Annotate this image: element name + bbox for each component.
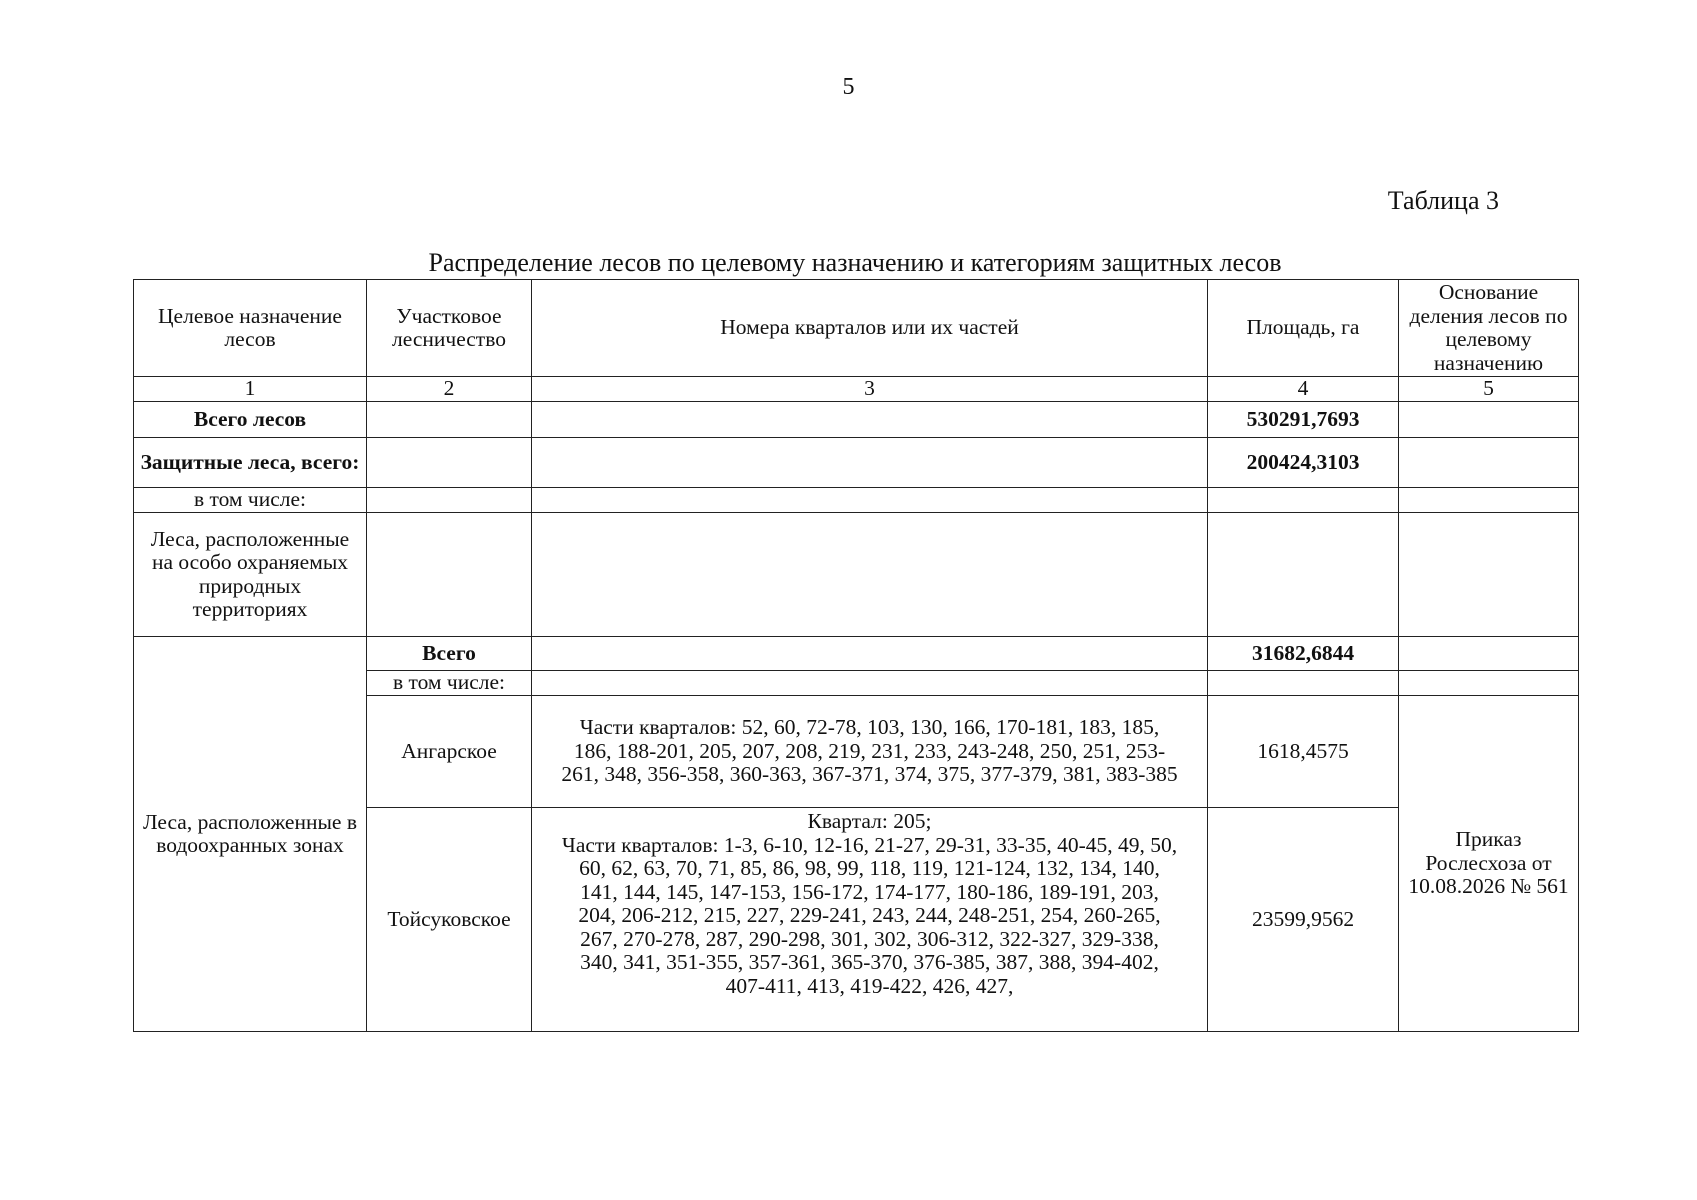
water-protection-label: Леса, расположенные в водоохранных зонах bbox=[134, 637, 367, 1032]
forest-distribution-table bbox=[133, 279, 1579, 1032]
total-forests-label: Всего лесов bbox=[134, 402, 367, 438]
header-quarters: Номера кварталов или их частей bbox=[532, 280, 1208, 377]
column-number: 3 bbox=[532, 377, 1208, 402]
forestry-quarters: Части кварталов: 1-3, 6-10, 12-16, 21-27, 29-31, 33-35, 40-45, 49, 50, 60, 62, 63, 70, 71, 85, 86, 98, 99, 118, 119, 121-124, 132, 134, 140, 141, 144, 145, 147-153, 156-172, 174-177, 180-186, 189-191, 203, 204, 206-212, 215, 227, 229-241, 243, 244, 248-251, 254, 260-265, 267, 270-278, 287, 290-298, 301, 302, 306-312, 322-327, 329-338, 340, 341, 351-355, 357-361, 365-370, 376-385, 387, 388, 394-402, 407-411, 413, 419-422, 426, 427, bbox=[561, 832, 1178, 998]
empty-cell bbox=[532, 637, 1208, 671]
table-row bbox=[134, 513, 1579, 637]
empty-cell bbox=[1399, 488, 1579, 513]
table-title: Распределение лесов по целевому назначению и категориям защитных лесов bbox=[428, 248, 1282, 277]
column-number-row bbox=[134, 377, 1579, 402]
empty-cell bbox=[1399, 513, 1579, 637]
column-number: 1 bbox=[134, 377, 367, 402]
header-row bbox=[134, 280, 1579, 377]
empty-cell bbox=[367, 513, 532, 637]
forestry-name: Ангарское bbox=[367, 696, 532, 808]
header-area: Площадь, га bbox=[1208, 280, 1399, 377]
empty-cell bbox=[1399, 438, 1579, 488]
forestry-area: 1618,4575 bbox=[1208, 696, 1399, 808]
forestry-quarters-cell bbox=[532, 808, 1208, 1032]
protected-areas-label: Леса, расположенные на особо охраняемых природных территориях bbox=[134, 513, 367, 637]
empty-cell bbox=[532, 402, 1208, 438]
header-basis: Основание деления лесов по целевому назначению bbox=[1399, 280, 1579, 377]
water-total-label: Всего bbox=[367, 637, 532, 671]
empty-cell bbox=[1399, 671, 1579, 696]
table-row bbox=[134, 402, 1579, 438]
including-label: в том числе: bbox=[134, 488, 367, 513]
table-row bbox=[134, 488, 1579, 513]
empty-cell bbox=[532, 488, 1208, 513]
forestry-area: 23599,9562 bbox=[1208, 808, 1399, 1032]
forestry-name: Тойсуковское bbox=[367, 808, 532, 1032]
page-number: 5 bbox=[842, 74, 855, 100]
water-total-area: 31682,6844 bbox=[1208, 637, 1399, 671]
empty-cell bbox=[1399, 637, 1579, 671]
protective-total-label: Защитные леса, всего: bbox=[134, 438, 367, 488]
quarter-line: Квартал: 205; bbox=[807, 809, 932, 833]
table-row bbox=[134, 438, 1579, 488]
header-forestry: Участковое лесничество bbox=[367, 280, 532, 377]
table-row bbox=[134, 637, 1579, 671]
protective-total-area: 200424,3103 bbox=[1208, 438, 1399, 488]
empty-cell bbox=[1208, 513, 1399, 637]
empty-cell bbox=[367, 488, 532, 513]
empty-cell bbox=[367, 402, 532, 438]
forestry-quarters: Части кварталов: 52, 60, 72-78, 103, 130, 166, 170-181, 183, 185, 186, 188-201, 205, 207, 208, 219, 231, 233, 243-248, 250, 251, 253-261, 348, 356-358, 360-363, 367-371, 374, 375, 377-379, 381, 383-385 bbox=[532, 696, 1208, 808]
empty-cell bbox=[1208, 488, 1399, 513]
water-including-label: в том числе: bbox=[367, 671, 532, 696]
column-number: 5 bbox=[1399, 377, 1579, 402]
empty-cell bbox=[1208, 671, 1399, 696]
empty-cell bbox=[1399, 402, 1579, 438]
header-purpose: Целевое назначение лесов bbox=[134, 280, 367, 377]
division-basis: Приказ Рослесхоза от 10.08.2026 № 561 bbox=[1399, 696, 1579, 1032]
total-forests-area: 530291,7693 bbox=[1208, 402, 1399, 438]
column-number: 2 bbox=[367, 377, 532, 402]
column-number: 4 bbox=[1208, 377, 1399, 402]
empty-cell bbox=[532, 671, 1208, 696]
empty-cell bbox=[532, 513, 1208, 637]
empty-cell bbox=[367, 438, 532, 488]
table-label: Таблица 3 bbox=[1387, 186, 1499, 215]
empty-cell bbox=[532, 438, 1208, 488]
